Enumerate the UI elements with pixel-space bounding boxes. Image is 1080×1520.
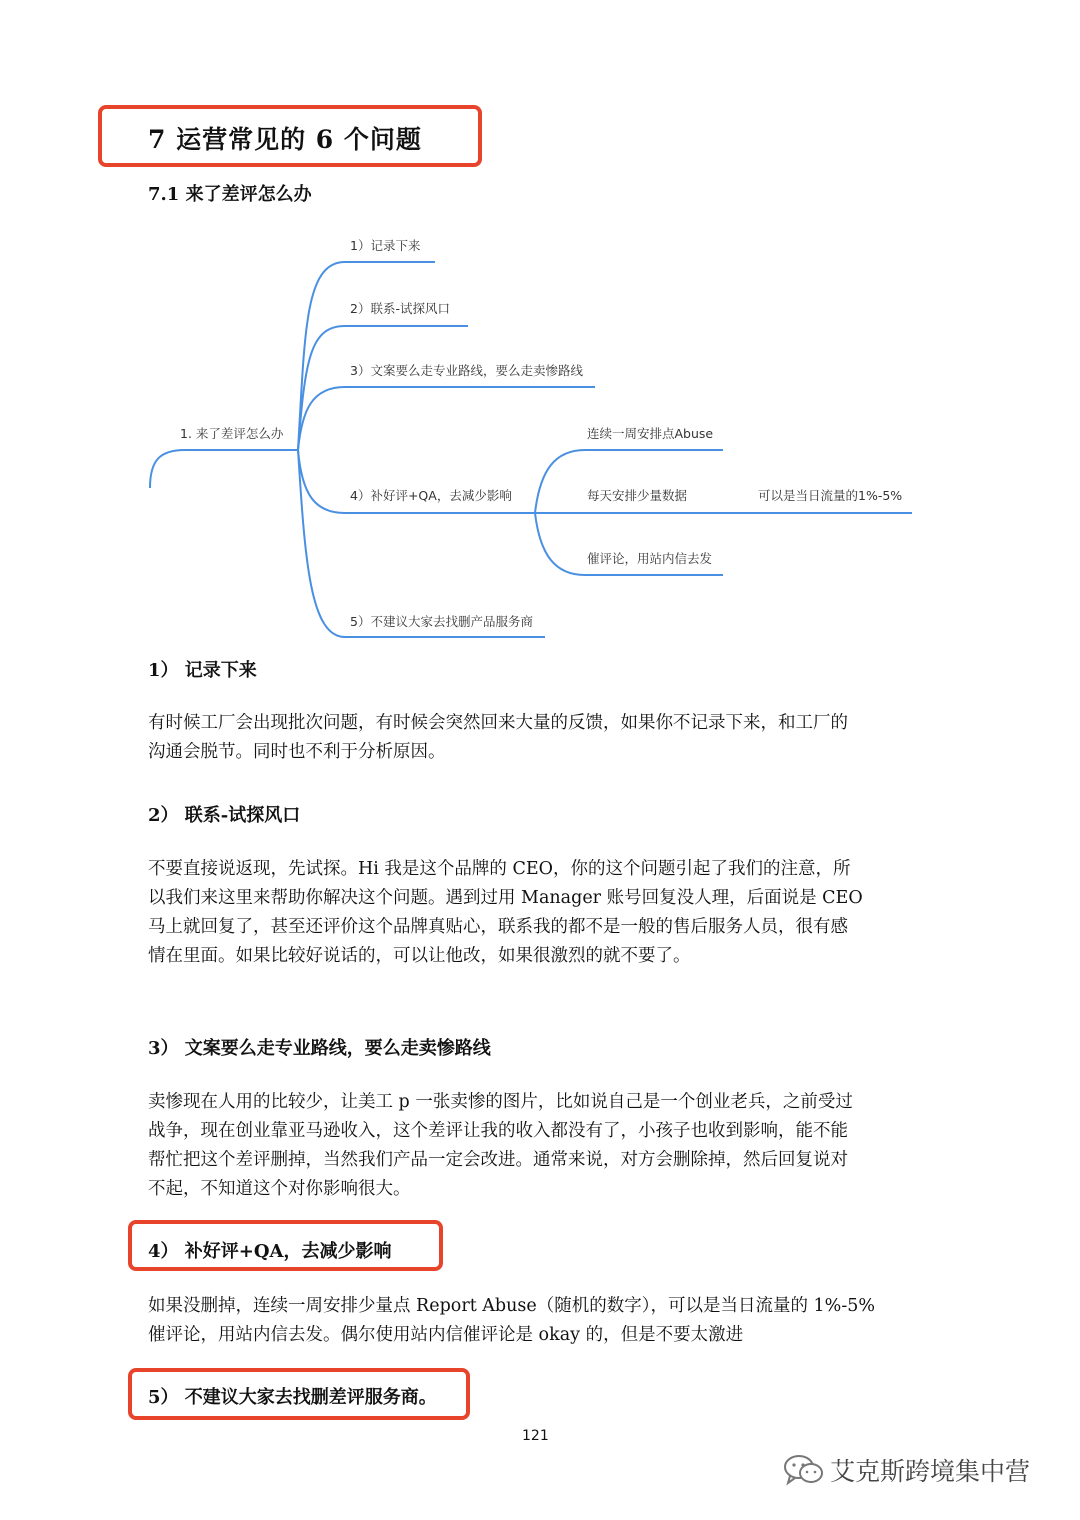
section-title: 7.1 来了差评怎么办: [148, 184, 312, 205]
mindmap-branch-2: 2）联系-试探风口: [350, 301, 450, 316]
mindmap-branch-5-line: [298, 450, 545, 637]
section-1-heading: 1） 记录下来: [148, 660, 257, 681]
section-2-paragraph: [148, 855, 922, 971]
chapter-title: 7 运营常见的 6 个问题: [148, 125, 422, 154]
paragraph-line: 情在里面。如果比较好说话的，可以让他改，如果很激烈的就不要了。: [148, 946, 691, 966]
paragraph-line: 以我们来这里来帮助你解决这个问题。遇到过用 Manager 账号回复没人理，后面说是 CEO: [148, 888, 863, 908]
mindmap-sub-1-line: [535, 450, 723, 513]
section-4-heading: 4） 补好评+QA，去减少影响: [148, 1241, 392, 1262]
paragraph-line: 不起，不知道这个对你影响很大。: [148, 1179, 411, 1199]
mind-map: [0, 220, 1080, 650]
wechat-icon: [782, 1452, 826, 1488]
section-2-heading: 2） 联系-试探风口: [148, 805, 301, 826]
mindmap-branch-1-line: [298, 262, 435, 450]
mindmap-root: 1. 来了差评怎么办: [180, 426, 284, 441]
paragraph-line: 卖惨现在人用的比较少，让美工 p 一张卖惨的图片，比如说自己是一个创业老兵，之前受过: [148, 1092, 853, 1112]
mindmap-branch-4: 4）补好评+QA，去减少影响: [350, 488, 512, 503]
mindmap-branch-1: 1）记录下来: [350, 238, 421, 253]
mindmap-branch-3: 3）文案要么走专业路线，要么走卖惨路线: [350, 363, 583, 378]
paragraph-line: 催评论，用站内信去发。偶尔使用站内信催评论是 okay 的，但是不要太激进: [148, 1325, 744, 1345]
mindmap-sub-1: 连续一周安排点Abuse: [587, 426, 714, 441]
mindmap-sub-3: 催评论，用站内信去发: [587, 551, 713, 566]
paragraph-line: 战争，现在创业靠亚马逊收入，这个差评让我的收入都没有了，小孩子也收到影响，能不能: [148, 1121, 848, 1141]
paragraph-line: 沟通会脱节。同时也不利于分析原因。: [148, 742, 446, 762]
paragraph-line: 马上就回复了，甚至还评价这个品牌真贴心，联系我的都不是一般的售后服务人员，很有感: [148, 917, 848, 937]
paragraph-line: 帮忙把这个差评删掉，当然我们产品一定会改进。通常来说，对方会删除掉，然后回复说对: [148, 1150, 848, 1170]
section-1-paragraph: [148, 709, 922, 767]
paragraph-line: 不要直接说返现，先试探。Hi 我是这个品牌的 CEO，你的这个问题引起了我们的注意，所: [148, 859, 851, 879]
section-4-paragraph: [148, 1292, 922, 1350]
watermark-text: 艾克斯跨境集中营: [830, 1457, 1031, 1486]
mindmap-sub-2: 每天安排少量数据: [587, 488, 688, 503]
mindmap-root-line: [150, 450, 298, 488]
mindmap-leaf: 可以是当日流量的1%-5%: [758, 488, 903, 503]
section-3-heading: 3） 文案要么走专业路线，要么走卖惨路线: [148, 1038, 491, 1059]
paragraph-line: 有时候工厂会出现批次问题，有时候会突然回来大量的反馈，如果你不记录下来，和工厂的: [148, 713, 848, 733]
mindmap-branch-5: 5）不建议大家去找删产品服务商: [350, 614, 533, 629]
mindmap-branch-3-line: [298, 387, 595, 450]
watermark: [782, 1452, 1030, 1488]
section-5-heading: 5） 不建议大家去找删差评服务商。: [148, 1387, 437, 1408]
mindmap-branch-4-line: [298, 450, 535, 513]
page-number: 121: [522, 1428, 549, 1444]
paragraph-line: 如果没删掉，连续一周安排少量点 Report Abuse（随机的数字），可以是当日流量的 1%-5%: [148, 1296, 875, 1316]
section-3-paragraph: [148, 1088, 922, 1204]
